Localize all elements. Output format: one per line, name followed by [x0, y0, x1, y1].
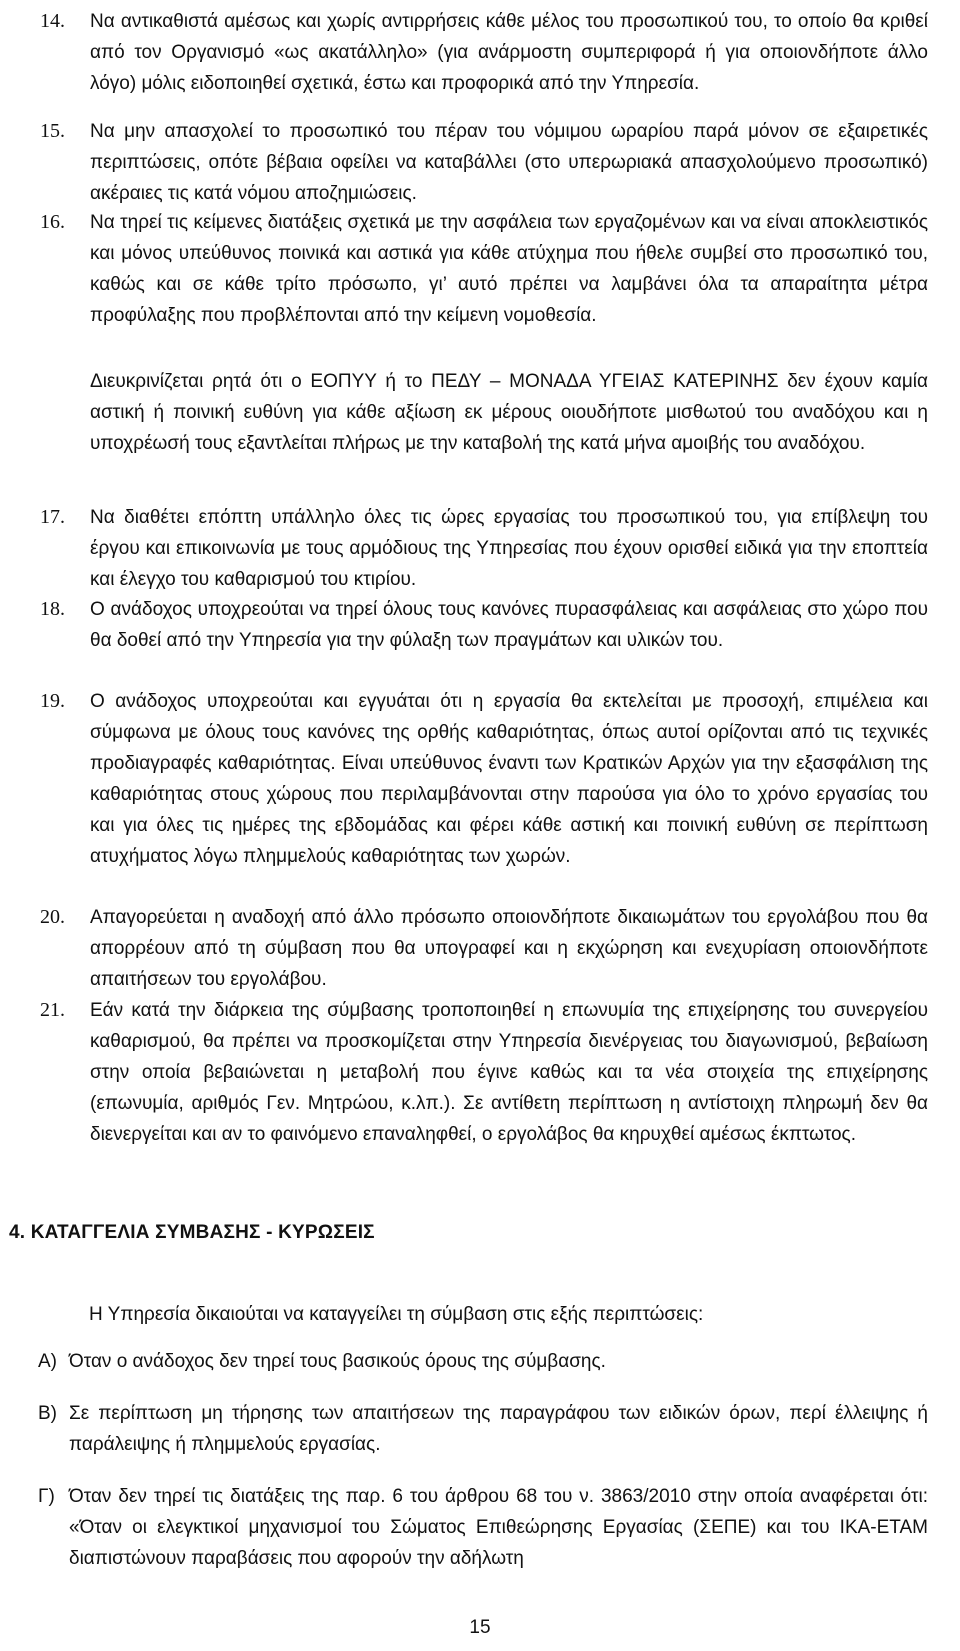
item-text: Ο ανάδοχος υποχρεούται να τηρεί όλους τους κανόνες πυρασφάλειας και ασφάλειας στο χώρο που θα δοθεί από την Υπηρεσία για την φύλαξη των πραγμάτων και υλικών του. — [90, 599, 928, 651]
item-text: Να διαθέτει επόπτη υπάλληλο όλες τις ώρες εργασίας του προσωπικού του, για επίβλεψη του έργου και επικοινωνία με τους αρμόδιους της Υπηρεσίας που έχουν ορισθεί ειδικά για την εποπτεία και έλεγχο του καθαρισμού του κτιρίου. — [90, 507, 928, 590]
list-item-19 — [40, 686, 928, 872]
list-item-16 — [40, 207, 928, 331]
item-number: 19. — [40, 690, 65, 712]
list-item-17 — [40, 502, 928, 595]
item-text: Να μην απασχολεί το προσωπικό του πέραν του νόμιμου ωραρίου παρά μόνον σε εξαιρετικές περιπτώσεις, οπότε βέβαια οφείλει να καταβάλλει (στο υπερωριακά απασχολούμενο προσωπικό) ακέραιες τις κατά νόμου αποζημιώσεις. — [90, 121, 928, 204]
termination-case-b — [38, 1398, 928, 1460]
list-item-20 — [40, 902, 928, 995]
item-number: 18. — [40, 598, 65, 620]
item-text: Να αντικαθιστά αμέσως και χωρίς αντιρρήσεις κάθε μέλος του προσωπικού του, το οποίο θα κριθεί από τον Οργανισμό «ως ακατάλληλο» (για ανάρμοστη συμπεριφορά ή για οποιονδήποτε άλλο λόγο) μόλις ειδοποιηθεί σχετικά, έστω και προφορικά από την Υπηρεσία. — [90, 11, 928, 94]
list-item-21 — [40, 995, 928, 1150]
list-item-15 — [40, 116, 928, 209]
clarification-paragraph: Διευκρινίζεται ρητά ότι ο ΕΟΠΥΥ ή το ΠΕΔΥ – ΜΟΝΑΔΑ ΥΓΕΙΑΣ ΚΑΤΕΡΙΝΗΣ δεν έχουν καμία αστική ή ποινική ευθύνη για κάθε αξίωση εκ μέρους οιουδήποτε μισθωτού του αναδόχου και η υποχρέωσή τους εξαντλείται πλήρως με την καταβολή της κατά μήνα αμοιβής του αναδόχου. — [90, 371, 928, 454]
case-label: Γ) — [38, 1486, 55, 1507]
list-item-18 — [40, 594, 928, 656]
section-intro: Η Υπηρεσία δικαιούται να καταγγείλει τη σύμβαση στις εξής περιπτώσεις: — [89, 1304, 704, 1325]
termination-case-c — [38, 1481, 928, 1574]
case-label: Β) — [38, 1403, 57, 1424]
item-number: 17. — [40, 506, 65, 528]
item-number: 21. — [40, 999, 65, 1021]
page-number: 15 — [469, 1617, 491, 1638]
case-label: Α) — [38, 1351, 57, 1372]
case-text: Όταν ο ανάδοχος δεν τηρεί τους βασικούς όρους της σύμβασης. — [69, 1351, 606, 1372]
termination-case-a — [38, 1346, 928, 1377]
case-text: Σε περίπτωση μη τήρησης των απαιτήσεων της παραγράφου των ειδικών όρων, περί έλλειψης ή παράλειψης ή πλημμελούς εργασίας. — [69, 1403, 928, 1455]
item-text: Απαγορεύεται η αναδοχή από άλλο πρόσωπο οποιονδήποτε δικαιωμάτων του εργολάβου που θα απορρέουν από τη σύμβαση που θα υπογραφεί και η εκχώρηση και ενεχυρίαση οποιονδήποτε απαιτήσεων του εργολάβου. — [90, 907, 928, 990]
item-text: Να τηρεί τις κείμενες διατάξεις σχετικά με την ασφάλεια των εργαζομένων και να είναι αποκλειστικός και μόνος υπεύθυνος ποινικά και αστικά για κάθε ατύχημα που ήθελε συμβεί στο προσωπικό του, καθώς και σε κάθε τρίτο πρόσωπο, γι’ αυτό πρέπει να λαμβάνει όλα τα απαραίτητα μέτρα προφύλαξης που προβλέπονται από την κείμενη νομοθεσία. — [90, 212, 928, 326]
case-text: Όταν δεν τηρεί τις διατάξεις της παρ. 6 του άρθρου 68 του ν. 3863/2010 στην οποία αναφέρεται ότι: «Όταν οι ελεγκτικοί μηχανισμοί του Σώματος Επιθεώρησης Εργασίας (ΣΕΠΕ) και του ΙΚΑ-ΕΤΑΜ διαπιστώνουν παραβάσεις που αφορούν την αδήλωτη — [69, 1486, 928, 1569]
item-number: 20. — [40, 906, 65, 928]
section-heading: 4. ΚΑΤΑΓΓΕΛΙΑ ΣΥΜΒΑΣΗΣ - ΚΥΡΩΣΕΙΣ — [9, 1222, 375, 1243]
list-item-14 — [40, 6, 928, 99]
item-number: 14. — [40, 10, 65, 32]
item-text: Εάν κατά την διάρκεια της σύμβασης τροποποιηθεί η επωνυμία της επιχείρησης του συνεργείου καθαρισμού, θα πρέπει να προσκομίζεται στην Υπηρεσία διενέργειας του διαγωνισμού, βεβαίωση στην οποία βεβαιώνεται η μεταβολή που έγινε καθώς και τα νέα στοιχεία της επιχείρησης (επωνυμία, αριθμός Γεν. Μητρώου, κ.λπ.). Σε αντίθετη περίπτωση η αντίστοιχη πληρωμή δεν θα διενεργείται και αν το φαινόμενο επαναληφθεί, ο εργολάβος θα κηρυχθεί αμέσως έκπτωτος. — [90, 1000, 928, 1145]
item-text: Ο ανάδοχος υποχρεούται και εγγυάται ότι η εργασία θα εκτελείται με προσοχή, επιμέλεια και σύμφωνα με όλους τους κανόνες της ορθής καθαριότητας, όπως αυτοί ορίζονται από τις τεχνικές προδιαγραφές καθαριότητας. Είναι υπεύθυνος έναντι των Κρατικών Αρχών για την εξασφάλιση της καθαριότητας στους χώρους που περιλαμβάνονται στην παρούσα για όλο το χρόνο εργασίας του και για όλες τις ημέρες της εβδομάδας και φέρει κάθε αστική και ποινική ευθύνη σε περίπτωση ατυχήματος λόγω πλημμελούς καθαριότητας των χωρών. — [90, 691, 928, 867]
item-number: 15. — [40, 120, 65, 142]
item-number: 16. — [40, 211, 65, 233]
